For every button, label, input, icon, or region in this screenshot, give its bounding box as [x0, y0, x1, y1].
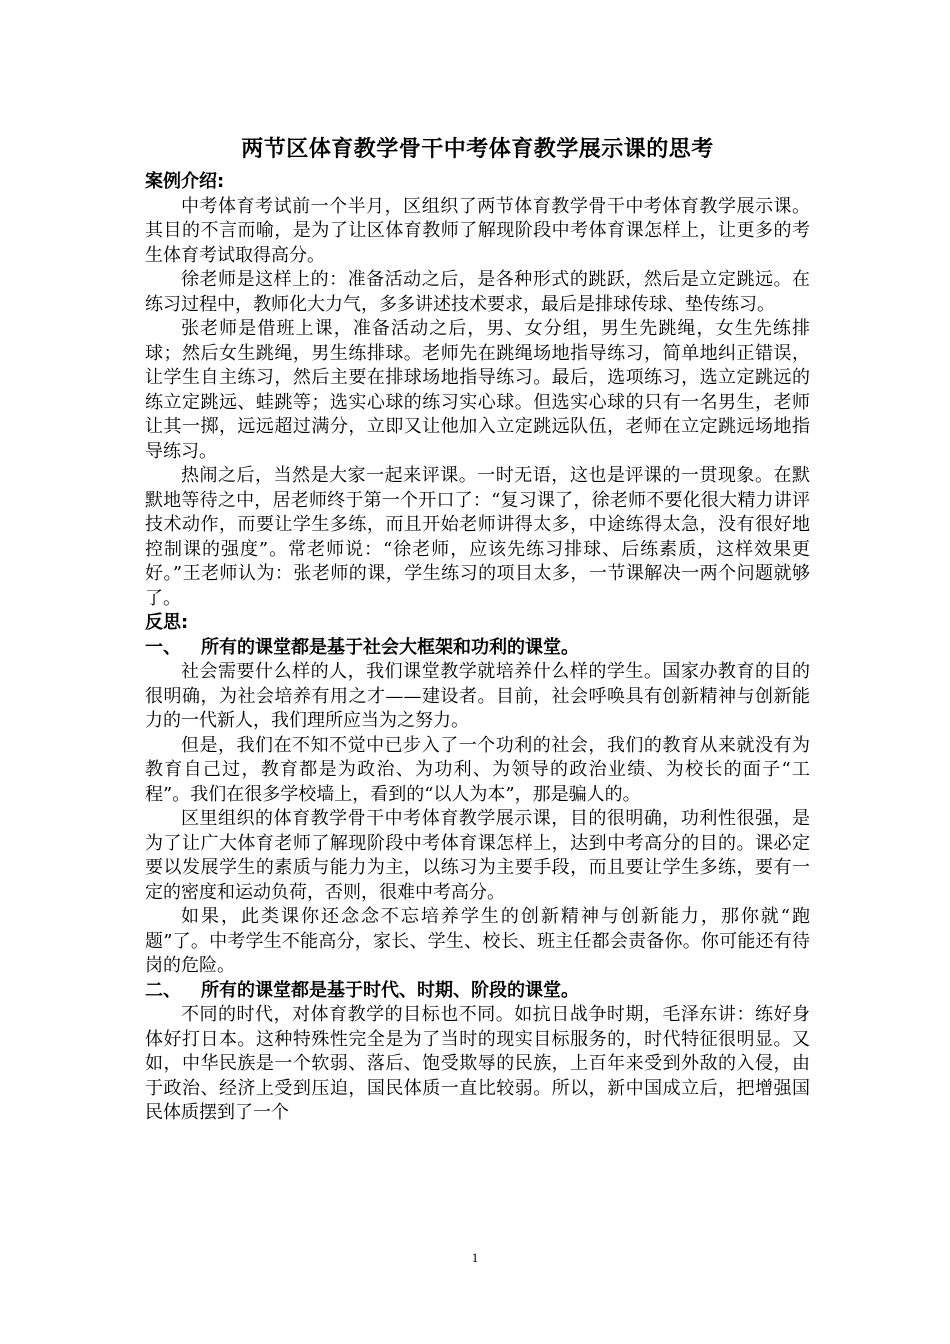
section-1-paragraph-3: 区里组织的体育教学骨干中考体育教学展示课，目的很明确，功利性很强，是为了让广大体育老师了解现阶段中考体育课怎样上，达到中考高分的目的。课必定要以发展学生的素质与能力为主，以练习为主要手段，而且要让学生多练，要有一定的密度和运动负荷，否则，很难中考高分。 — [145, 808, 810, 903]
section-2-number: 二、 — [145, 979, 181, 1001]
page-number: 1 — [471, 1250, 479, 1265]
section-2-heading-text: 所有的课堂都是基于时代、时期、阶段的课堂。 — [201, 979, 579, 1001]
case-label: 案例介绍: — [145, 171, 225, 192]
section-1-paragraph-1: 社会需要什么样的人，我们课堂教学就培养什么样的学生。国家办教育的目的很明确，为社会培养有用之才——建设者。目前，社会呼唤具有创新精神与创新能力的一代新人，我们理所应当为之努力。 — [145, 661, 810, 731]
reflection-label: 反思: — [145, 612, 189, 633]
section-2-heading — [145, 979, 810, 1004]
case-paragraph-3: 张老师是借班上课，准备活动之后，男、女分组，男生先跳绳，女生先练排球；然后女生跳绳，男生练排球。老师先在跳绳场地指导练习，简单地纠正错误，让学生自主练习，然后主要在排球场地指导练习。最后，选项练习，选立定跳远的练立定跳远、蛙跳等；选实心球的练习实心球。但选实心球的只有一名男生，老师让其一掷，远远超过满分，立即又让他加入立定跳远队伍，老师在立定跳远场地指导练习。 — [145, 318, 810, 462]
section-1-number: 一、 — [145, 636, 181, 658]
section-2-paragraph-1: 不同的时代，对体育教学的目标也不同。如抗日战争时期，毛泽东讲：练好身体好打日本。这种特殊性完全是为了当时的现实目标服务的，时代特征很明显。又如，中华民族是一个软弱、落后、饱受欺辱的民族，上百年来受到外敌的入侵，由于政治、经济上受到压迫，国民体质一直比较弱。所以，新中国成立后，把增强国民体质摆到了一个 — [145, 1004, 810, 1123]
section-1-paragraph-2: 但是，我们在不知不觉中已步入了一个功利的社会，我们的教育从来就没有为教育自己过，教育都是为政治、为功利、为领导的政治业绩、为校长的面子“工程”。我们在很多学校墙上，看到的“以人为本”，那是骗人的。 — [145, 734, 810, 805]
section-1-heading-text: 所有的课堂都是基于社会大框架和功利的课堂。 — [201, 636, 579, 658]
case-paragraph-2: 徐老师是这样上的：准备活动之后，是各种形式的跳跃，然后是立定跳远。在练习过程中，教师化大力气，多多讲述技术要求，最后是排球传球、垫传练习。 — [145, 269, 810, 315]
section-1-heading — [145, 636, 810, 661]
case-paragraph-1: 中考体育考试前一个半月，区组织了两节体育教学骨干中考体育教学展示课。其目的不言而喻，是为了让区体育教师了解现阶段中考体育课怎样上，让更多的考生体育考试取得高分。 — [145, 195, 810, 266]
section-1-paragraph-4: 如果，此类课你还念念不忘培养学生的创新精神与创新能力，那你就“跑题”了。中考学生不能高分，家长、学生、校长、班主任都会责备你。你可能还有待岗的危险。 — [145, 906, 810, 976]
case-paragraph-4: 热闹之后，当然是大家一起来评课。一时无语，这也是评课的一贯现象。在默默地等待之中，居老师终于第一个开口了：“复习课了，徐老师不要化很大精力讲评技术动作，而要让学生多练，而且开始老师讲得太多，中途练得太急，没有很好地控制课的强度”。常老师说：“徐老师，应该先练习排球、后练素质，这样效果更好。”王老师认为：张老师的课，学生练习的项目太多，一节课解决一两个问题就够了。 — [145, 465, 810, 609]
page-title: 两节区体育教学骨干中考体育教学展示课的思考 — [241, 137, 714, 162]
document-body — [145, 130, 810, 1126]
